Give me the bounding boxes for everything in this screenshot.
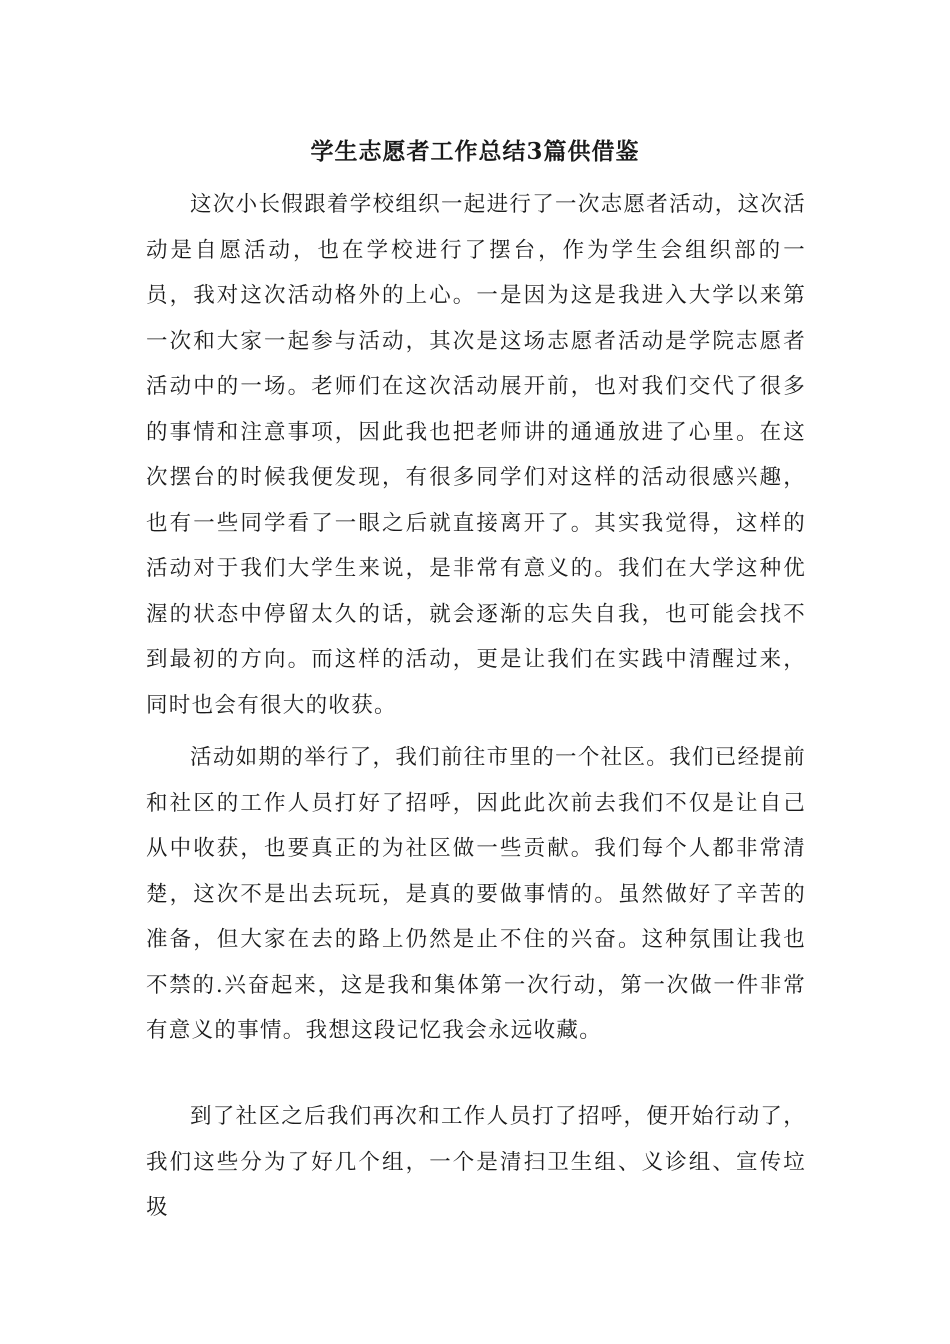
paragraph-1: 这次小长假跟着学校组织一起进行了一次志愿者活动，这次活动是自愿活动，也在学校进行了摆台，作为学生会组织部的一员，我对这次活动格外的上心。一是因为这是我进入大学以来第一次和大家一起参与活动，其次是这场志愿者活动是学院志愿者活动中的一场。老师们在这次活动展开前，也对我们交代了很多的事情和注意事项，因此我也把老师讲的通通放进了心里。在这次摆台的时候我便发现，有很多同学们对这样的活动很感兴趣，也有一些同学看了一眼之后就直接离开了。其实我觉得，这样的活动对于我们大学生来说，是非常有意义的。我们在大学这种优渥的状态中停留太久的话，就会逐渐的忘失自我，也可能会找不到最初的方向。而这样的活动，更是让我们在实践中清醒过来，同时也会有很大的收获。 [146, 192, 806, 718]
document-title: 学生志愿者工作总结3篇供借鉴 [310, 138, 640, 165]
paragraph-3: 到了社区之后我们再次和工作人员打了招呼，便开始行动了，我们这些分为了好几个组，一个是清扫卫生组、义诊组、宣传垃圾 [146, 1104, 806, 1220]
paragraph-2: 活动如期的举行了，我们前往市里的一个社区。我们已经提前和社区的工作人员打好了招呼，因此此次前去我们不仅是让自己从中收获，也要真正的为社区做一些贡献。我们每个人都非常清楚，这次不是出去玩玩，是真的要做事情的。虽然做好了辛苦的准备，但大家在去的路上仍然是止不住的兴奋。这种氛围让我也不禁的.兴奋起来，这是我和集体第一次行动，第一次做一件非常有意义的事情。我想这段记忆我会永远收藏。 [146, 745, 806, 1043]
